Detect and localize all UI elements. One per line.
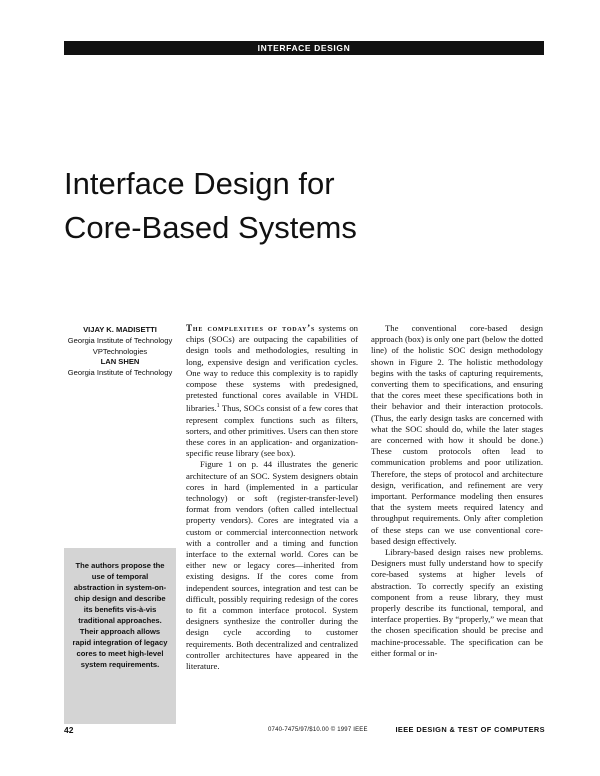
paragraph: Library-based design raises new problems. Designers must fully understand how to specify core-based systems at higher levels of abstraction. To correctly specify an existing component from a reuse library, they must properly describe its functional, temporal, and interface properties. By “properly,” we mean that the chosen specification should be precise and machine-processable. The specification can be either formal or in- [371,547,543,658]
paragraph-text: systems on chips (SOCs) are outpacing the capabilities of design tools and methodologies, resulting in long, expensive design and verification cycles. One way to reduce this complexity is to rapidly compose these systems with predesigned, pretested functional cores available in VHDL libraries. [186,323,359,414]
section-label: INTERFACE DESIGN [257,43,351,53]
reference-marker: 1 [216,403,220,410]
author-name: VIJAY K. MADISETTI [83,325,157,334]
paragraph: Figure 1 on p. 44 illustrates the generic architecture of an SOC. System designers obtain cores in hard (implemented in a particular technology) or soft (register-transfer-level) format from vendors (often called intellectual property vendors). Cores are integrated via a custom or commercial interconnection network with a controller and a timing and function interface to the external world. Cores can be either new or legacy cores—inherited from existing designs. If the cores come from independent sources, integration and test can be difficult, possibly requiring redesign of the cores to fit a common interface protocol. System designers synthesize the controller during the design cycle according to customer requirements. Both decentralized and centralized controller architectures have appeared in the literature. [186,459,358,671]
author-affiliation: Georgia Institute of Technology [67,335,173,345]
copyright-code: 0740-7475/97/$10.00 © 1997 IEEE [268,727,368,733]
article-title [64,162,524,250]
lead-in-text: The complexities of today’s [186,323,316,333]
title-line-1: Interface Design for [64,166,335,201]
section-header-bar [64,41,544,55]
abstract-box [64,548,176,724]
body-column-2 [371,323,543,659]
author-affiliation: VPTechnologies [92,346,148,356]
paragraph-text: Thus, SOCs consist of a few cores that represent complex functions such as filters, sorters, and other primitives. Users can then store these cores in an application- and organization-specific reuse library (see box). [186,403,359,459]
page-number: 42 [64,725,74,735]
author-name: LAN SHEN [100,357,140,367]
title-line-2: Core-Based Systems [64,210,357,245]
abstract-text: The authors propose the use of temporal abstraction in system-on-chip design and describe its benefits vis-à-vis traditional approaches. Their approach allows rapid integration of legacy cores to meet high-level system requirements. [72,561,168,669]
journal-name: IEEE DESIGN & TEST OF COMPUTERS [395,725,545,734]
author-block [64,325,176,379]
paragraph: The conventional core-based design approach (box) is only one part (below the dotted line) of the holistic SOC design methodology shown in Figure 2. The holistic methodology begins with the tasks of capturing requirements, converting them to specifications, and ensuring that the cores meet these specifications both in their behavior and their interaction protocols. (Thus, the early design tasks are concerned with what the SOC should do, while the later stages are concerned with how it should be done.) These custom protocols often lead to communication problems and poor utilization. Therefore, the steps of protocol and architecture design, verification, and refinement are very important. Performance modeling then ensures that the system meets required latency and throughput requirements. Only after completion of these steps can we use conventional core-based design effectively. [371,323,543,546]
author-affiliation: Georgia Institute of Technology [67,368,173,378]
body-column-1 [186,323,358,672]
paragraph [186,323,358,459]
